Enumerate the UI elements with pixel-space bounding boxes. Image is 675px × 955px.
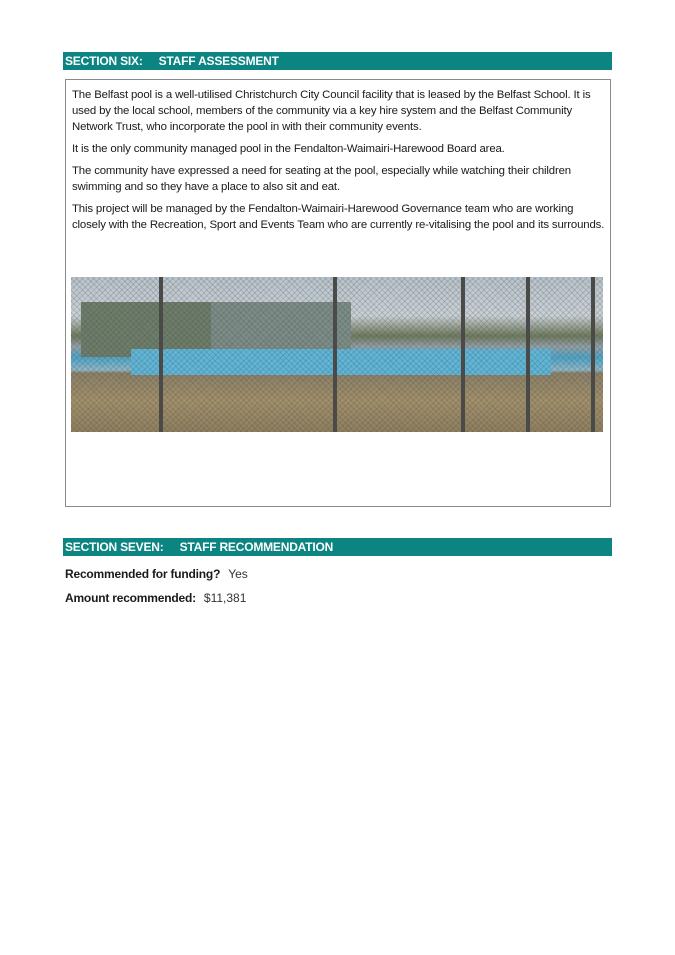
section-number: SECTION SEVEN:	[65, 540, 164, 554]
staff-assessment-box	[65, 79, 611, 507]
assessment-paragraph: It is the only community managed pool in the Fendalton-Waimairi-Harewood Board area.	[72, 143, 505, 155]
section-title: STAFF RECOMMENDATION	[179, 540, 334, 554]
pool-photo	[71, 277, 603, 432]
amount-label: Amount recommended:	[65, 591, 196, 605]
section-seven-header	[63, 538, 612, 556]
amount-value: $11,381	[203, 591, 247, 605]
assessment-paragraph: This project will be managed by the Fendalton-Waimairi-Harewood Governance team who are working closely with the Recreation, Sport and Events Team who are currently re-vitalising the pool and its surrounds.	[72, 203, 605, 231]
section-number: SECTION SIX:	[65, 54, 143, 68]
assessment-paragraph: The Belfast pool is a well-utilised Christchurch City Council facility that is leased by the Belfast School. It is used by the local school, members of the community via a key hire system and the Belfast Community Network Trust, who incorporate the pool in with their community events.	[72, 89, 591, 133]
amount-recommended	[65, 591, 246, 605]
section-title: STAFF ASSESSMENT	[158, 54, 279, 68]
section-six-header	[63, 52, 612, 70]
assessment-paragraph: The community have expressed a need for seating at the pool, especially while watching their children swimming and so they have a place to also sit and eat.	[72, 165, 571, 193]
recommended-label: Recommended for funding?	[65, 567, 221, 581]
recommended-value: Yes	[228, 567, 248, 581]
recommended-for-funding	[65, 567, 248, 581]
